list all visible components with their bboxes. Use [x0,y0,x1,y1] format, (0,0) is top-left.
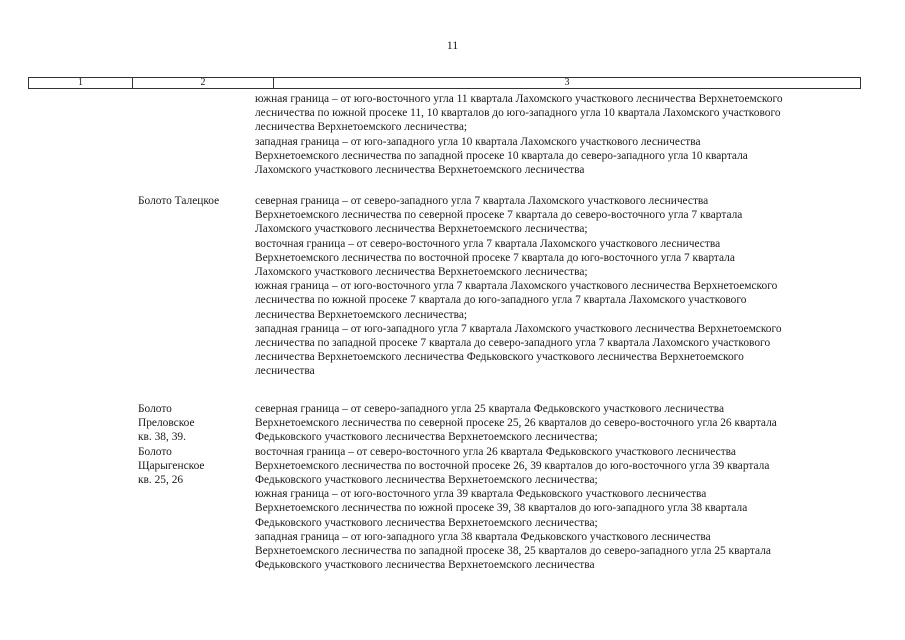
description-line: Верхнетоемского лесничества по западной просеке 38, 25 кварталов до северо-западного угла 25 квартала [255,545,771,558]
area-name-line: Болото [138,403,172,415]
description-line: Федьковского участкового лесничества Верхнетоемского лесничества; [255,516,598,529]
page-number: 11 [446,38,459,52]
area-name [138,402,256,487]
description-line: южная граница – от юго-восточного угла 39 квартала Федьковского участкового лесничества [255,488,707,501]
description-line: Лахомского участкового лесничества Верхнетоемского лесничества [255,164,585,177]
description-line: Федьковского участкового лесничества Верхнетоемского лесничества [255,559,595,572]
area-name-line: Болото [138,445,172,458]
description-line: Верхнетоемского лесничества по северной просеке 25, 26 кварталов до северо-восточного угла 26 квартала [255,417,777,430]
description-line: лесничества Верхнетоемского лесничества; [255,308,468,321]
boundary-description [255,402,865,572]
area-name-line: кв. 38, 39. [138,431,186,444]
description-line: Федьковского участкового лесничества Верхнетоемского лесничества; [255,431,598,444]
description-line: Лахомского участкового лесничества Верхнетоемского лесничества; [255,266,588,279]
boundary-description [255,194,865,379]
description-line: лесничества [255,365,315,378]
description-line: восточная граница – от северо-восточного угла 7 квартала Лахомского участкового лесничества [255,237,721,250]
description-line: западная граница – от юго-западного угла 7 квартала Лахомского участкового лесничества Верхнетоемского [255,322,782,335]
area-name-line: Щарыгенское [138,459,205,472]
area-name [138,194,256,208]
description-line: северная граница – от северо-западного угла 25 квартала Федьковского участкового лесничества [255,403,725,415]
area-name-line: кв. 25, 26 [138,474,184,487]
column-header-1: 1 [29,78,133,88]
table-header-row [28,77,861,89]
description-line: Федьковского участкового лесничества Верхнетоемского лесничества; [255,474,598,487]
description-line: лесничества по южной просеке 11, 10 кварталов до юго-западного угла 10 квартала Лахомского участкового [255,107,781,120]
boundary-description [255,92,865,177]
description-line: Верхнетоемского лесничества по восточной просеке 7 квартала до юго-восточного угла 7 квартала [255,251,735,264]
description-line: западная граница – от юго-западного угла 38 квартала Федьковского участкового лесничества [255,530,711,543]
description-line: лесничества по западной просеке 7 квартала до северо-западного угла 7 квартала Лахомского участкового [255,337,771,350]
description-line: Лахомского участкового лесничества Верхнетоемского лесничества; [255,223,588,236]
description-line: лесничества Верхнетоемского лесничества; [255,121,468,134]
description-line: южная граница – от юго-восточного угла 11 квартала Лахомского участкового лесничества Верхнетоемского [255,93,783,105]
description-line: южная граница – от юго-восточного угла 7 квартала Лахомского участкового лесничества Верхнетоемского [255,280,778,293]
description-line: северная граница – от северо-западного угла 7 квартала Лахомского участкового лесничества [255,195,709,207]
column-header-3: 3 [564,77,570,88]
area-name-line: Болото Талецкое [138,195,220,207]
description-line: восточная граница – от северо-восточного угла 26 квартала Федьковского участкового лесничества [255,445,736,458]
description-line: западная граница – от юго-западного угла 10 квартала Лахомского участкового лесничества [255,135,701,148]
description-line: лесничества Верхнетоемского лесничества Федьковского участкового лесничества Верхнетоемского [255,351,744,364]
column-header-2: 2 [133,78,274,88]
area-name-line: Преловское [138,417,195,430]
description-line: Верхнетоемского лесничества по северной просеке 7 квартала до северо-восточного угла 7 квартала [255,209,743,222]
description-line: лесничества по южной просеке 7 квартала до юго-западного угла 7 квартала Лахомского участкового [255,294,747,307]
description-line: Верхнетоемского лесничества по южной просеке 39, 38 кварталов до юго-западного угла 38 квартала [255,502,748,515]
description-line: Верхнетоемского лесничества по западной просеке 10 квартала до северо-западного угла 10 квартала [255,149,748,162]
description-line: Верхнетоемского лесничества по восточной просеке 26, 39 кварталов до юго-восточного угла 39 квартала [255,459,770,472]
